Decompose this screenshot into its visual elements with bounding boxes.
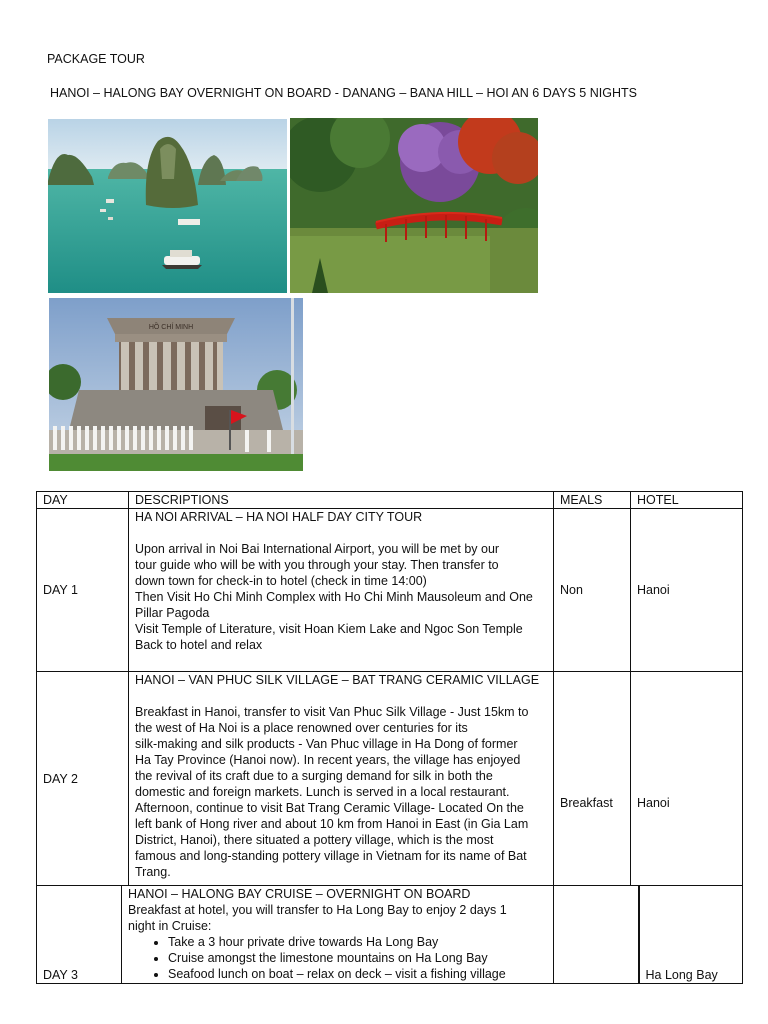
mausoleum-sign-text: HỒ CHÍ MINH <box>148 324 194 331</box>
header-meals: MEALS <box>554 492 631 509</box>
list-item: • Cruise amongst the limestone mountains on Ha Long Bay <box>168 950 547 966</box>
day-title: HANOI – HALONG BAY CRUISE – OVERNIGHT ON BOARD <box>128 887 471 901</box>
description-line: tour guide who will be with you through your stay. Then transfer to <box>135 558 499 572</box>
table-row <box>37 509 743 672</box>
hotel-cell: Hanoi <box>631 509 743 672</box>
description-line: Breakfast in Hanoi, transfer to visit Van Phuc Silk Village - Just 15km to <box>135 705 529 719</box>
description-line: domestic and foreign markets. Lunch is served in a local restaurant. <box>135 785 510 799</box>
day-cell: DAY 1 <box>37 509 129 672</box>
day-cell: DAY 2 <box>37 672 129 886</box>
hoan-kiem-lake-bridge-photo <box>290 118 538 293</box>
hotel-cell: Ha Long Bay <box>639 886 743 984</box>
description-cell <box>129 672 554 886</box>
day-cell: DAY 3 <box>37 886 122 984</box>
meals-cell: Breakfast <box>554 672 631 886</box>
description-cell <box>122 886 554 984</box>
description-line: Pillar Pagoda <box>135 606 210 620</box>
document-label: PACKAGE TOUR <box>47 52 145 66</box>
ho-chi-minh-mausoleum-photo <box>49 298 303 471</box>
description-line: Then Visit Ho Chi Minh Complex with Ho Chi Minh Mausoleum and One <box>135 590 533 604</box>
list-item: • Take a 3 hour private drive towards Ha Long Bay <box>168 934 547 950</box>
table-header-row <box>37 492 743 509</box>
description-line: Upon arrival in Noi Bai International Airport, you will be met by our <box>135 542 500 556</box>
day-title: HANOI – VAN PHUC SILK VILLAGE – BAT TRANG CERAMIC VILLAGE <box>135 673 540 687</box>
day-title: HA NOI ARRIVAL – HA NOI HALF DAY CITY TOUR <box>135 510 423 524</box>
hotel-cell: Hanoi <box>631 672 743 886</box>
header-hotel: HOTEL <box>631 492 743 509</box>
description-line: the revival of its craft due to a surging demand for silk in both the <box>135 769 493 783</box>
description-cell <box>129 509 554 672</box>
activity-list <box>128 934 547 982</box>
description-line: famous and long-standing pottery village in Vietnam for its name of Bat <box>135 849 527 863</box>
description-line: Breakfast at hotel, you will transfer to Ha Long Bay to enjoy 2 days 1 <box>128 903 507 917</box>
header-descriptions: DESCRIPTIONS <box>129 492 554 509</box>
document-title: HANOI – HALONG BAY OVERNIGHT ON BOARD - DANANG – BANA HILL – HOI AN 6 DAYS 5 NIGHTS <box>50 86 637 100</box>
description-line: left bank of Hong river and about 10 km from Hanoi in East (in Gia Lam <box>135 817 529 831</box>
meals-cell <box>554 886 639 984</box>
itinerary-table-continued <box>36 885 743 984</box>
list-item: • Seafood lunch on boat – relax on deck – visit a fishing village <box>168 966 547 982</box>
table-row <box>37 886 743 984</box>
meals-cell: Non <box>554 509 631 672</box>
table-row <box>37 672 743 886</box>
description-line: Afternoon, continue to visit Bat Trang Ceramic Village- Located On the <box>135 801 524 815</box>
description-line: down town for check-in to hotel (check in time 14:00) <box>135 574 427 588</box>
header-day: DAY <box>37 492 129 509</box>
itinerary-table <box>36 491 743 886</box>
description-line: Trang. <box>135 865 171 879</box>
description-line: District, Hanoi), there situated a pottery village, which is the most <box>135 833 494 847</box>
description-line: the west of Ha Noi is a place renowned over centuries for its <box>135 721 468 735</box>
description-line: silk-making and silk products - Van Phuc village in Ha Dong of former <box>135 737 518 751</box>
description-line: Visit Temple of Literature, visit Hoan Kiem Lake and Ngoc Son Temple <box>135 622 523 636</box>
description-line: night in Cruise: <box>128 919 212 933</box>
description-line: Back to hotel and relax <box>135 638 263 652</box>
description-line: Ha Tay Province (Hanoi now). In recent years, the village has enjoyed <box>135 753 521 767</box>
halong-bay-photo <box>48 119 287 293</box>
